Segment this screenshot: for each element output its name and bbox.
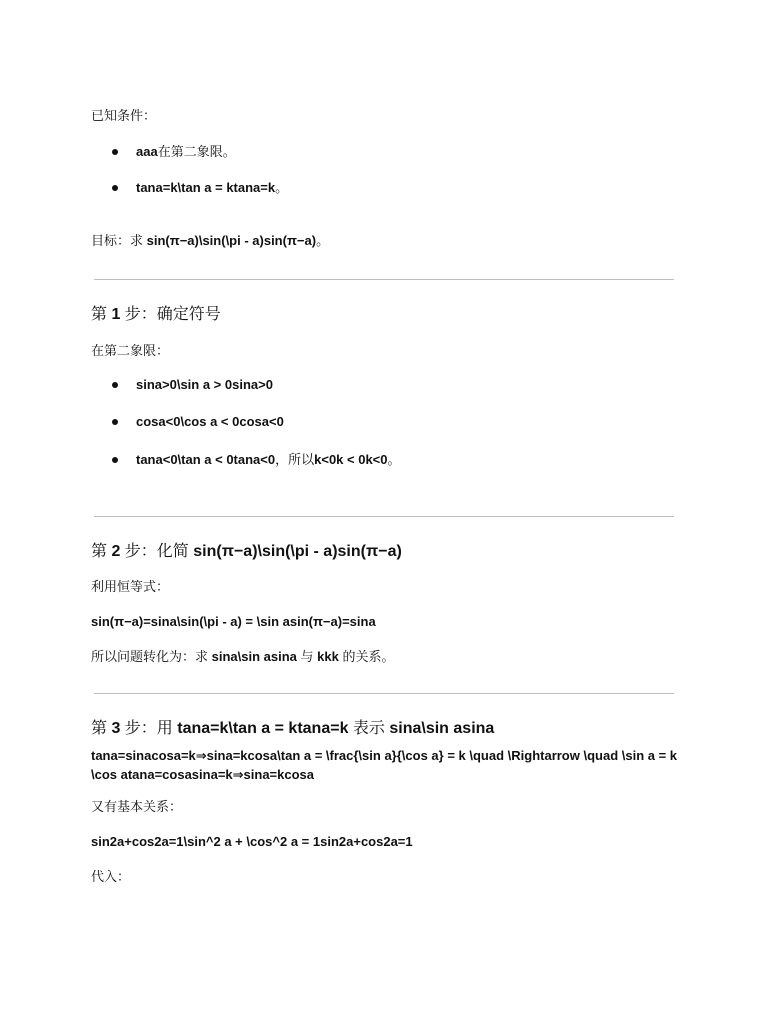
- step2-math: sin(π−a)\sin(\pi - a)sin(π−a): [193, 543, 402, 560]
- step3-identity: sin2a+cos2a=1\sin^2 a + \cos^2 a = 1sin2a+cos2a=1: [91, 834, 413, 849]
- step2-num: 2: [111, 543, 121, 560]
- step3-math1: tana=k\tan a = ktana=k: [177, 720, 349, 737]
- bullet-dot: [112, 457, 118, 463]
- given-label: 已知条件：: [91, 108, 157, 123]
- bullet-dot: [112, 382, 118, 388]
- step2-prefix: 第: [91, 543, 112, 560]
- step3-prefix: 第: [91, 720, 112, 737]
- given-bullet-2-math: tana=k\tan a = ktana=k: [136, 180, 276, 195]
- given-bullet-1-text: 在第二象限。: [157, 144, 236, 159]
- step3-heading: [91, 718, 494, 740]
- step1-bullet-3-math: tana<0\tan a < 0tana<0: [136, 452, 276, 467]
- divider-1: [94, 279, 674, 280]
- step3-formula: tana=sinacosa=k⇒sina=kcosa\tan a = \frac{\sin a}{\cos a} = k \quad \Rightarrow \quad \sin a = k \cos atana=cosasina=k⇒sina=kcosa: [91, 748, 678, 782]
- step3-title2: 表示: [348, 720, 390, 737]
- goal-line: [91, 232, 329, 250]
- step1-num: 1: [111, 306, 121, 323]
- step2-convert-text3: 的关系。: [338, 649, 395, 664]
- step2-formula: sin(π−a)=sina\sin(\pi - a) = \sin asin(π−a)=sina: [91, 614, 376, 629]
- step1-prefix: 第: [91, 306, 112, 323]
- step1-bullet-1-math: sina>0\sin a > 0sina>0: [136, 377, 273, 392]
- given-bullet-1: [112, 143, 236, 161]
- divider-3: [94, 693, 674, 694]
- step3-math2: sina\sin asina: [389, 720, 495, 737]
- step2-convert-math1: sina\sin asina: [211, 649, 297, 664]
- step3-num: 3: [111, 720, 121, 737]
- step2-title: 步：化简: [120, 543, 194, 560]
- step1-bullet-3-math2: k<0k < 0k<0: [314, 452, 388, 467]
- bullet-dot: [112, 185, 118, 191]
- step3-substitute-label: 代入：: [91, 869, 131, 884]
- step1-heading: [91, 304, 221, 326]
- step1-bullet-2-math: cosa<0\cos a < 0cosa<0: [136, 414, 284, 429]
- step3-basic-label: 又有基本关系：: [91, 799, 183, 814]
- step1-bullet-2: [112, 413, 284, 431]
- goal-label: 目标：求: [91, 233, 147, 248]
- step2-intro: 利用恒等式：: [91, 579, 170, 594]
- step1-bullet-3-text: ，所以: [275, 452, 315, 467]
- divider-2: [94, 516, 674, 517]
- step3-title: 步：用: [120, 720, 178, 737]
- given-bullet-2: [112, 179, 288, 197]
- given-bullet-1-math: aaa: [136, 144, 158, 159]
- step1-intro: 在第二象限：: [91, 343, 170, 358]
- bullet-dot: [112, 149, 118, 155]
- step2-convert: [91, 648, 394, 666]
- step2-convert-text1: 所以问题转化为：求: [91, 649, 212, 664]
- step1-bullet-1: [112, 376, 273, 394]
- step2-heading: [91, 541, 402, 563]
- goal-tail: 。: [316, 233, 330, 248]
- bullet-dot: [112, 419, 118, 425]
- step2-convert-text2: 与: [296, 649, 318, 664]
- goal-math: sin(π−a)\sin(\pi - a)sin(π−a): [146, 233, 317, 248]
- step1-title: 步：确定符号: [120, 306, 221, 323]
- step1-bullet-3: [112, 451, 401, 469]
- step2-convert-math2: kkk: [317, 649, 339, 664]
- step1-bullet-3-text2: 。: [387, 452, 401, 467]
- given-bullet-2-text: 。: [275, 180, 289, 195]
